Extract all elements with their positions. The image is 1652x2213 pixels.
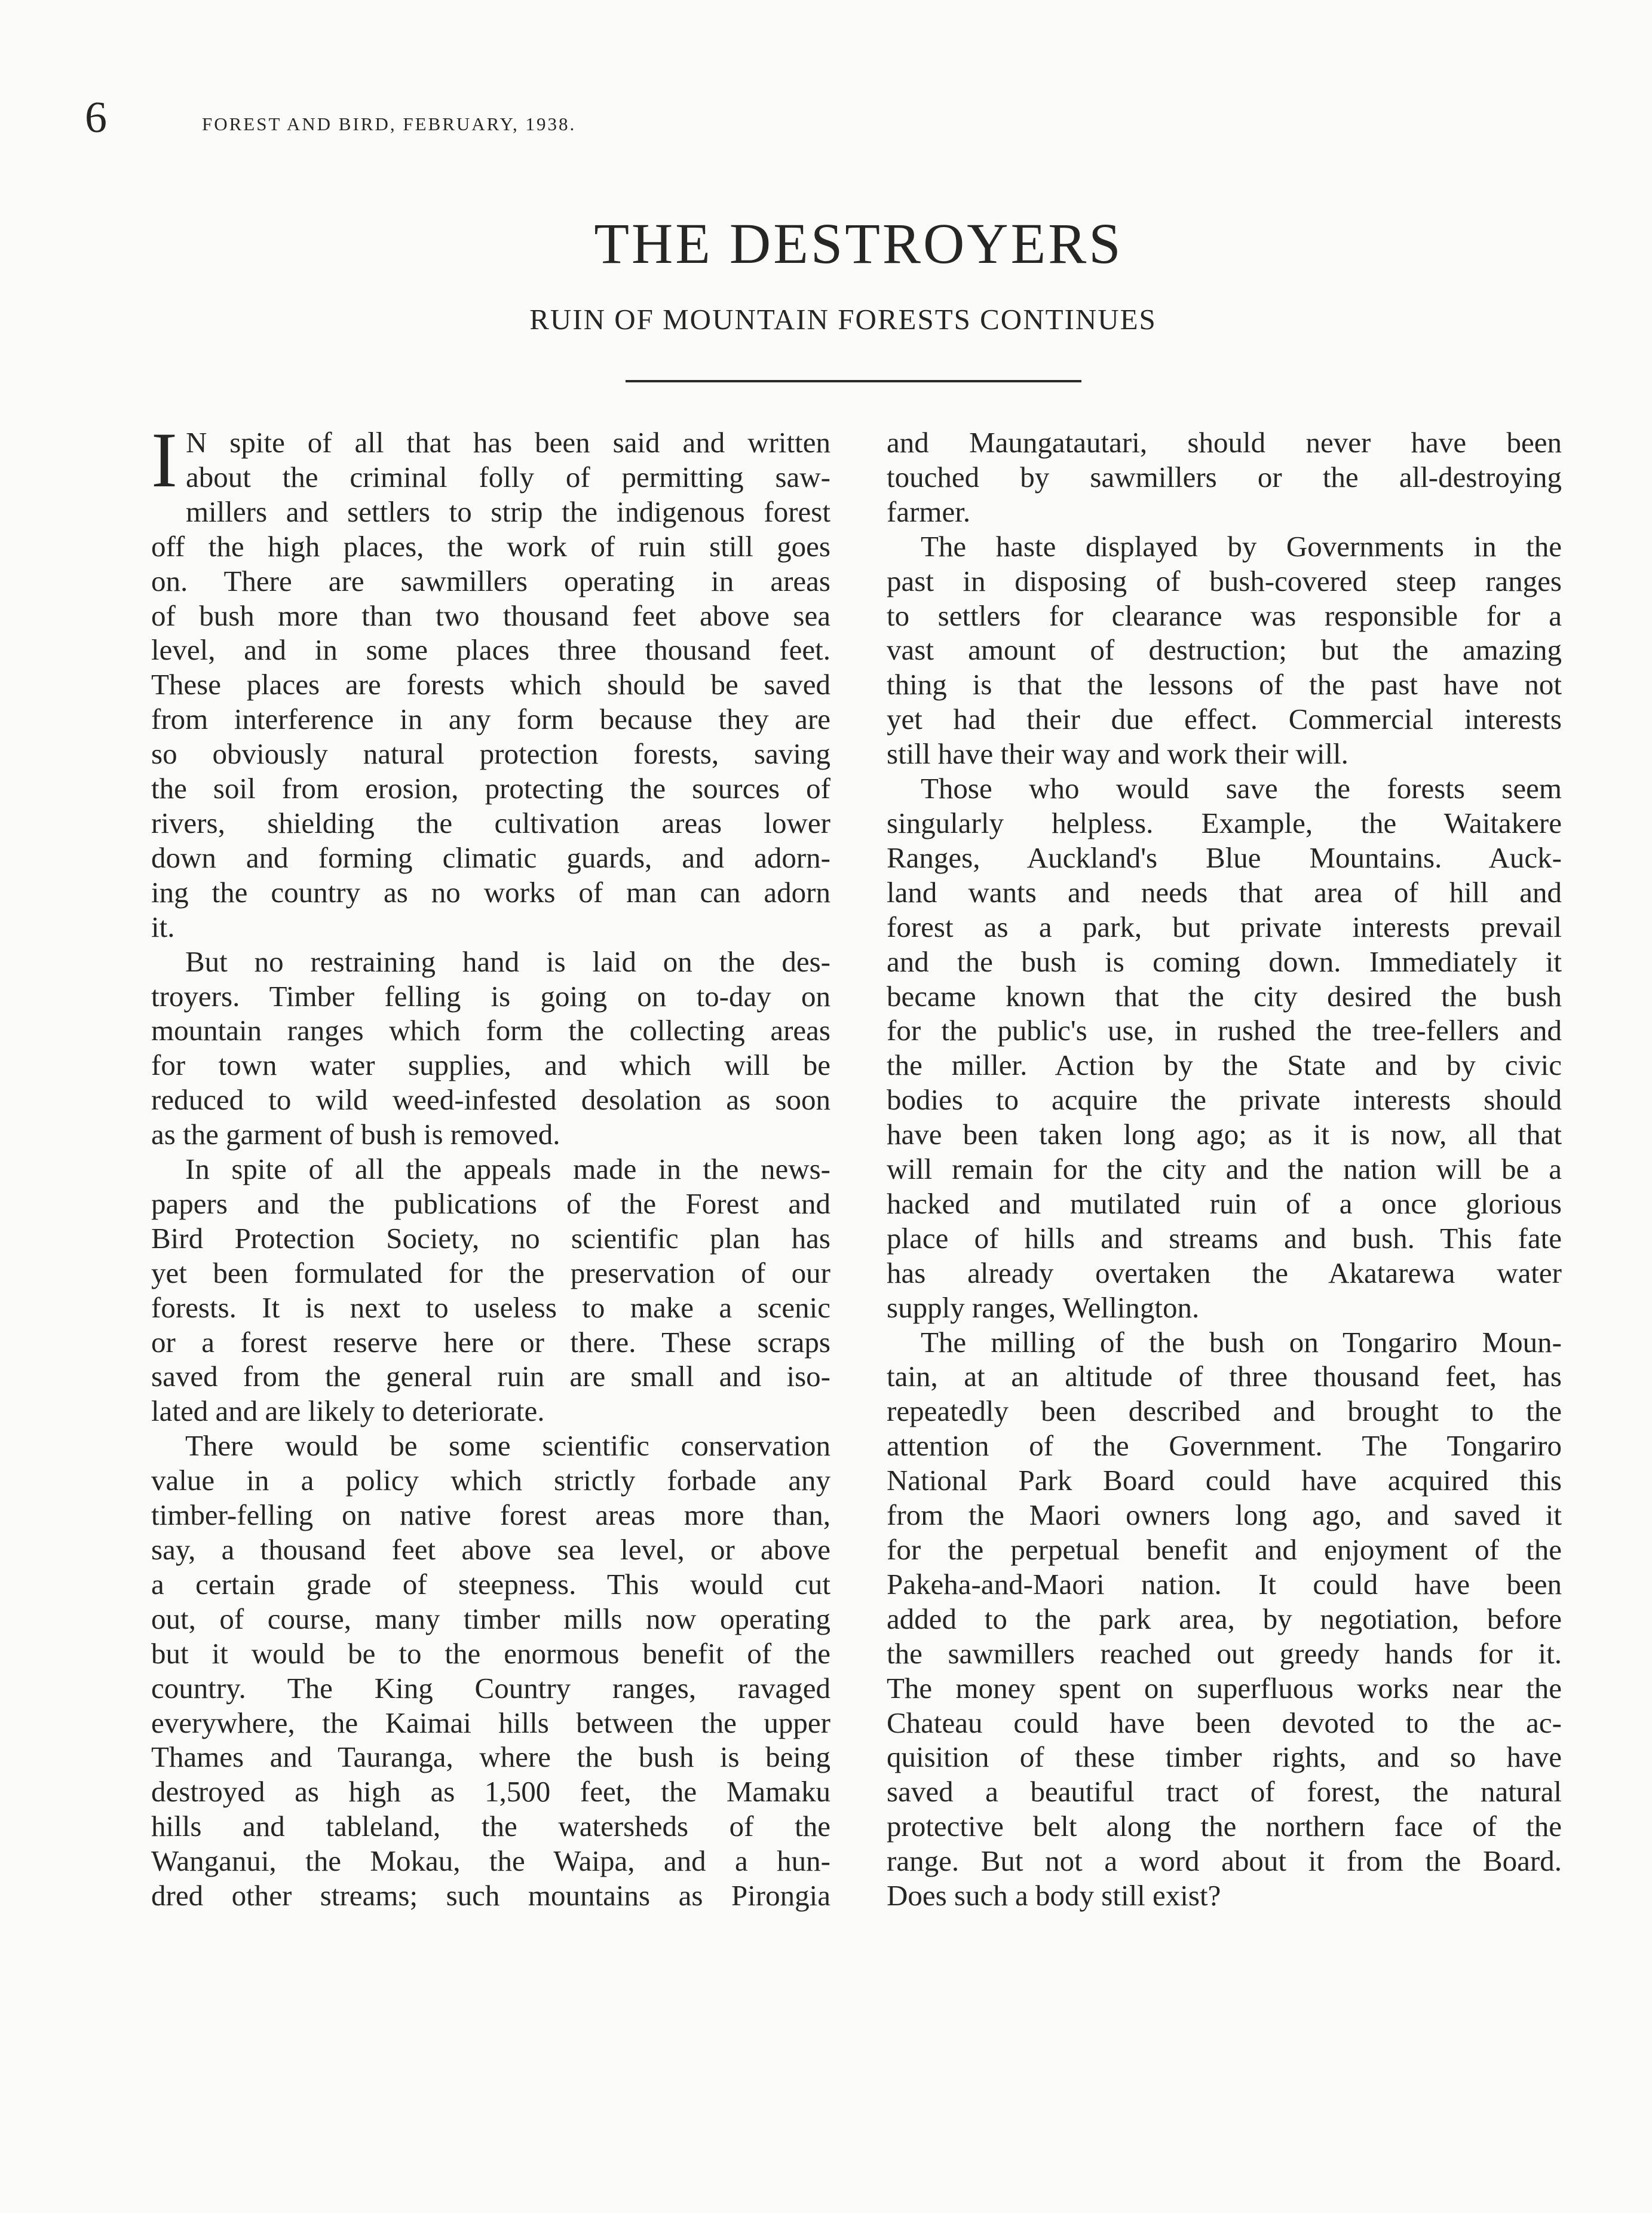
text-line: value in a policy which strictly forbade any (151, 1464, 830, 1497)
drop-cap: I (151, 416, 177, 504)
text-line: repeatedly been described and brought to the (887, 1394, 1562, 1428)
text-line: mountain ranges which form the collecting areas (151, 1014, 830, 1047)
text-line: saved from the general ruin are small and iso- (151, 1360, 830, 1393)
text-line: farmer. (887, 495, 971, 528)
text-line: hacked and mutilated ruin of a once glorious (887, 1187, 1562, 1220)
paragraph (151, 945, 830, 1152)
left-column (151, 416, 830, 1913)
text-line: Pakeha-and-Maori nation. It could have been (887, 1567, 1562, 1601)
text-line: country. The King Country ranges, ravaged (151, 1671, 830, 1705)
text-line: millers and settlers to strip the indigenous forest (185, 495, 830, 528)
text-line: supply ranges, Wellington. (887, 1291, 1200, 1324)
text-line: Bird Protection Society, no scientific plan has (151, 1221, 830, 1255)
text-line: The money spent on superfluous works near the (887, 1671, 1562, 1705)
text-line: reduced to wild weed-infested desolation as soon (151, 1083, 830, 1117)
text-line: yet had their due effect. Commercial interests (887, 703, 1562, 736)
text-line: rivers, shielding the cultivation areas lower (151, 806, 830, 839)
text-line: dred other streams; such mountains as Pirongia (151, 1879, 830, 1912)
text-line: tain, at an altitude of three thousand feet, has (887, 1360, 1562, 1393)
text-line: the soil from erosion, protecting the sources of (151, 772, 830, 805)
paragraph (887, 1325, 1562, 1913)
text-line: papers and the publications of the Forest and (151, 1187, 830, 1220)
text-line: vast amount of destruction; but the amazing (887, 633, 1562, 667)
text-line: land wants and needs that area of hill and (887, 875, 1562, 909)
text-line: hills and tableland, the watersheds of the (151, 1810, 830, 1843)
text-line: the miller. Action by the State and by civic (887, 1049, 1562, 1082)
paragraph (151, 416, 830, 945)
text-line: bodies to acquire the private interests should (887, 1083, 1562, 1117)
text-line: timber-felling on native forest areas more than, (151, 1498, 830, 1532)
text-line: N spite of all that has been said and written (185, 426, 830, 459)
text-line: Ranges, Auckland's Blue Mountains. Auck- (887, 841, 1562, 874)
article-subtitle: RUIN OF MOUNTAIN FORESTS CONTINUES (529, 303, 1157, 336)
text-line: troyers. Timber felling is going on to-day on (151, 979, 830, 1013)
text-line: as the garment of bush is removed. (151, 1118, 560, 1151)
text-line: yet been formulated for the preservation of our (151, 1256, 830, 1289)
text-line: will remain for the city and the nation will be a (887, 1153, 1562, 1186)
title-rule (626, 380, 1081, 382)
text-line: forests. It is next to useless to make a scenic (151, 1291, 830, 1324)
right-column (887, 425, 1562, 1913)
text-line: down and forming climatic guards, and adorn- (151, 841, 830, 874)
text-line: added to the park area, by negotiation, before (887, 1602, 1562, 1635)
text-line: from the Maori owners long ago, and saved it (887, 1498, 1562, 1532)
text-line: from interference in any form because they are (151, 703, 830, 736)
text-line: everywhere, the Kaimai hills between the upper (151, 1706, 830, 1739)
text-line: saved a beautiful tract of forest, the natural (887, 1775, 1562, 1809)
text-line: ing the country as no works of man can adorn (151, 875, 830, 909)
text-line: of bush more than two thousand feet above sea (151, 599, 830, 632)
text-line: it. (151, 910, 175, 943)
text-line: to settlers for clearance was responsible for a (887, 599, 1562, 632)
text-line: off the high places, the work of ruin still goes (151, 529, 830, 563)
text-line: singularly helpless. Example, the Waitakere (887, 806, 1562, 839)
text-line: National Park Board could have acquired this (887, 1464, 1562, 1497)
article-title: THE DESTROYERS (594, 212, 1123, 275)
text-line: the sawmillers reached out greedy hands for it. (887, 1636, 1562, 1670)
text-line: for the perpetual benefit and enjoyment of the (887, 1533, 1562, 1566)
text-line: The milling of the bush on Tongariro Moun- (921, 1325, 1562, 1359)
text-line: and Maungatautari, should never have been (887, 426, 1562, 459)
text-line: touched by sawmillers or the all-destroying (887, 460, 1562, 494)
text-line: protective belt along the northern face of the (887, 1810, 1562, 1843)
text-line: on. There are sawmillers operating in areas (151, 564, 830, 597)
text-line: Thames and Tauranga, where the bush is being (151, 1740, 830, 1774)
paragraph (887, 771, 1562, 1325)
text-line: has already overtaken the Akatarewa water (887, 1256, 1562, 1289)
text-line: Those who would save the forests seem (921, 772, 1562, 805)
text-line: say, a thousand feet above sea level, or above (151, 1533, 830, 1566)
text-line: attention of the Government. The Tongariro (887, 1429, 1562, 1463)
text-line: quisition of these timber rights, and so have (887, 1740, 1562, 1774)
text-line: thing is that the lessons of the past have not (887, 668, 1562, 701)
text-line: and the bush is coming down. Immediately it (887, 945, 1562, 978)
text-line: became known that the city desired the bush (887, 979, 1562, 1013)
running-head: FOREST AND BIRD, FEBRUARY, 1938. (202, 114, 577, 134)
text-line: Wanganui, the Mokau, the Waipa, and a hun- (151, 1844, 830, 1878)
text-line: past in disposing of bush-covered steep ranges (887, 564, 1562, 597)
text-line: for the public's use, in rushed the tree-fellers and (887, 1014, 1562, 1047)
text-line: out, of course, many timber mills now operating (151, 1602, 830, 1635)
text-line: or a forest reserve here or there. These scraps (151, 1325, 830, 1359)
text-line: In spite of all the appeals made in the news- (185, 1153, 830, 1186)
text-line: forest as a park, but private interests prevail (887, 910, 1562, 943)
page-number: 6 (85, 93, 107, 142)
text-line: for town water supplies, and which will be (151, 1049, 830, 1082)
text-line: Chateau could have been devoted to the ac- (887, 1706, 1562, 1739)
paragraph (151, 1152, 830, 1429)
text-line: The haste displayed by Governments in the (921, 529, 1562, 563)
text-line: place of hills and streams and bush. This fate (887, 1221, 1562, 1255)
text-line: still have their way and work their will. (887, 737, 1348, 771)
text-line: level, and in some places three thousand feet. (151, 633, 830, 667)
text-line: These places are forests which should be saved (151, 668, 830, 701)
text-line: There would be some scientific conservation (185, 1429, 830, 1463)
text-line: range. But not a word about it from the Board. (887, 1844, 1562, 1878)
paragraph (887, 529, 1562, 771)
text-line: destroyed as high as 1,500 feet, the Mamaku (151, 1775, 830, 1809)
text-line: so obviously natural protection forests, saving (151, 737, 830, 771)
text-line: but it would be to the enormous benefit of the (151, 1636, 830, 1670)
text-line: But no restraining hand is laid on the des- (185, 945, 830, 978)
paragraph (151, 1429, 830, 1913)
text-line: have been taken long ago; as it is now, all that (887, 1118, 1562, 1151)
text-line: Does such a body still exist? (887, 1879, 1221, 1912)
text-line: about the criminal folly of permitting saw- (185, 460, 830, 494)
text-line: lated and are likely to deteriorate. (151, 1394, 545, 1428)
paragraph (887, 425, 1562, 529)
text-line: a certain grade of steepness. This would cut (151, 1567, 830, 1601)
